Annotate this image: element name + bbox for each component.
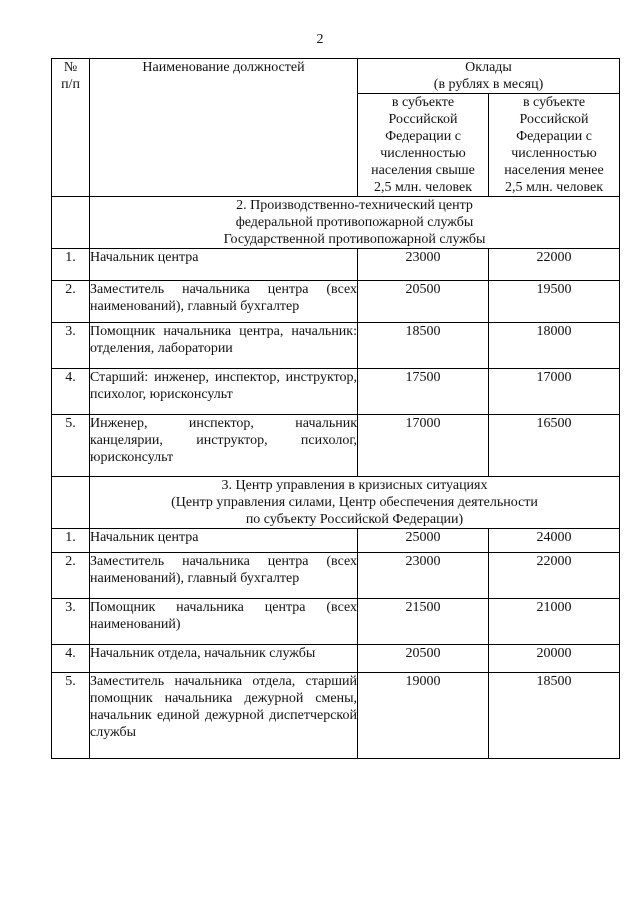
header-region-over-line: численностью [380,146,466,161]
section-heading-row [52,197,620,249]
header-region-under [489,94,620,197]
position-title: Помощник начальника центра, начальник: отделения, лаборатории [90,323,358,369]
table-row [52,249,620,281]
salary-over-value: 25000 [358,529,489,553]
section-heading-line: 3. Центр управления в кризисных ситуациях [221,478,488,493]
row-number: 1. [52,249,90,281]
salary-under-value: 20000 [489,645,620,673]
section-heading [90,477,620,529]
section-heading [90,197,620,249]
table-row [52,645,620,673]
table-row [52,599,620,645]
position-title: Заместитель начальника отдела, старший помощник начальника дежурной смены, начальник единой дежурной диспетчерской службы [90,673,358,759]
section-heading-blank [52,477,90,529]
header-region-over-line: Российской [388,112,458,127]
salary-under-value: 24000 [489,529,620,553]
salary-table [51,58,620,759]
salary-over-value: 20500 [358,281,489,323]
salary-under-value: 18000 [489,323,620,369]
header-region-over-line: Федерации с [385,129,461,144]
salary-over-value: 17500 [358,369,489,415]
header-salaries [358,59,620,94]
table-row [52,369,620,415]
header-region-over-line: населения свыше [371,163,475,178]
salary-under-value: 21000 [489,599,620,645]
header-position-title: Наименование должностей [90,59,358,197]
section-heading-blank [52,197,90,249]
section-heading-line: Государственной противопожарной службы [223,232,486,247]
salary-under-value: 19500 [489,281,620,323]
salary-under-value: 22000 [489,553,620,599]
row-number: 4. [52,645,90,673]
position-title: Начальник центра [90,529,358,553]
header-region-under-line: Федерации с [516,129,592,144]
section-heading-row [52,477,620,529]
header-region-under-line: численностью [511,146,597,161]
header-region-over [358,94,489,197]
row-number: 5. [52,415,90,477]
salary-over-value: 20500 [358,645,489,673]
section-heading-line: федеральной противопожарной службы [235,215,474,230]
header-region-under-line: Российской [519,112,589,127]
salary-over-value: 23000 [358,249,489,281]
row-number: 4. [52,369,90,415]
table-row [52,415,620,477]
salary-under-value: 18500 [489,673,620,759]
table-row [52,553,620,599]
row-number: 1. [52,529,90,553]
table-row [52,281,620,323]
page-number: 2 [316,32,324,47]
salary-over-value: 23000 [358,553,489,599]
salary-under-value: 16500 [489,415,620,477]
header-row [52,59,620,94]
row-number: 2. [52,281,90,323]
position-title: Помощник начальника центра (всех наименований) [90,599,358,645]
position-title: Заместитель начальника центра (всех наименований), главный бухгалтер [90,281,358,323]
header-number-cell [52,59,90,197]
header-region-over-line: 2,5 млн. человек [373,180,473,195]
row-number: 5. [52,673,90,759]
salary-under-value: 17000 [489,369,620,415]
row-number: 3. [52,599,90,645]
row-number: 2. [52,553,90,599]
header-region-under-line: населения менее [504,163,604,178]
table-row [52,673,620,759]
header-salaries-line1: Оклады [465,60,512,75]
salary-over-value: 19000 [358,673,489,759]
header-salaries-line2: (в рублях в месяц) [433,77,544,92]
section-heading-line: (Центр управления силами, Центр обеспечения деятельности [171,495,538,510]
section-heading-line: по субъекту Российской Федерации) [245,512,464,527]
section-heading-line: 2. Производственно-технический центр [236,198,473,213]
header-number-line1: № [63,60,78,75]
position-title: Заместитель начальника центра (всех наименований), главный бухгалтер [90,553,358,599]
table-row [52,323,620,369]
table-row [52,529,620,553]
header-region-under-line: 2,5 млн. человек [504,180,604,195]
salary-over-value: 17000 [358,415,489,477]
position-title: Начальник отдела, начальник службы [90,645,358,673]
position-title: Начальник центра [90,249,358,281]
salary-under-value: 22000 [489,249,620,281]
salary-over-value: 21500 [358,599,489,645]
header-number-line2: п/п [61,77,80,92]
row-number: 3. [52,323,90,369]
position-title: Старший: инженер, инспектор, инструктор, психолог, юрисконсульт [90,369,358,415]
header-region-under-line: в субъекте [522,95,586,110]
header-region-over-line: в субъекте [391,95,455,110]
salary-over-value: 18500 [358,323,489,369]
position-title: Инженер, инспектор, начальник канцелярии, инструктор, психолог, юрисконсульт [90,415,358,477]
